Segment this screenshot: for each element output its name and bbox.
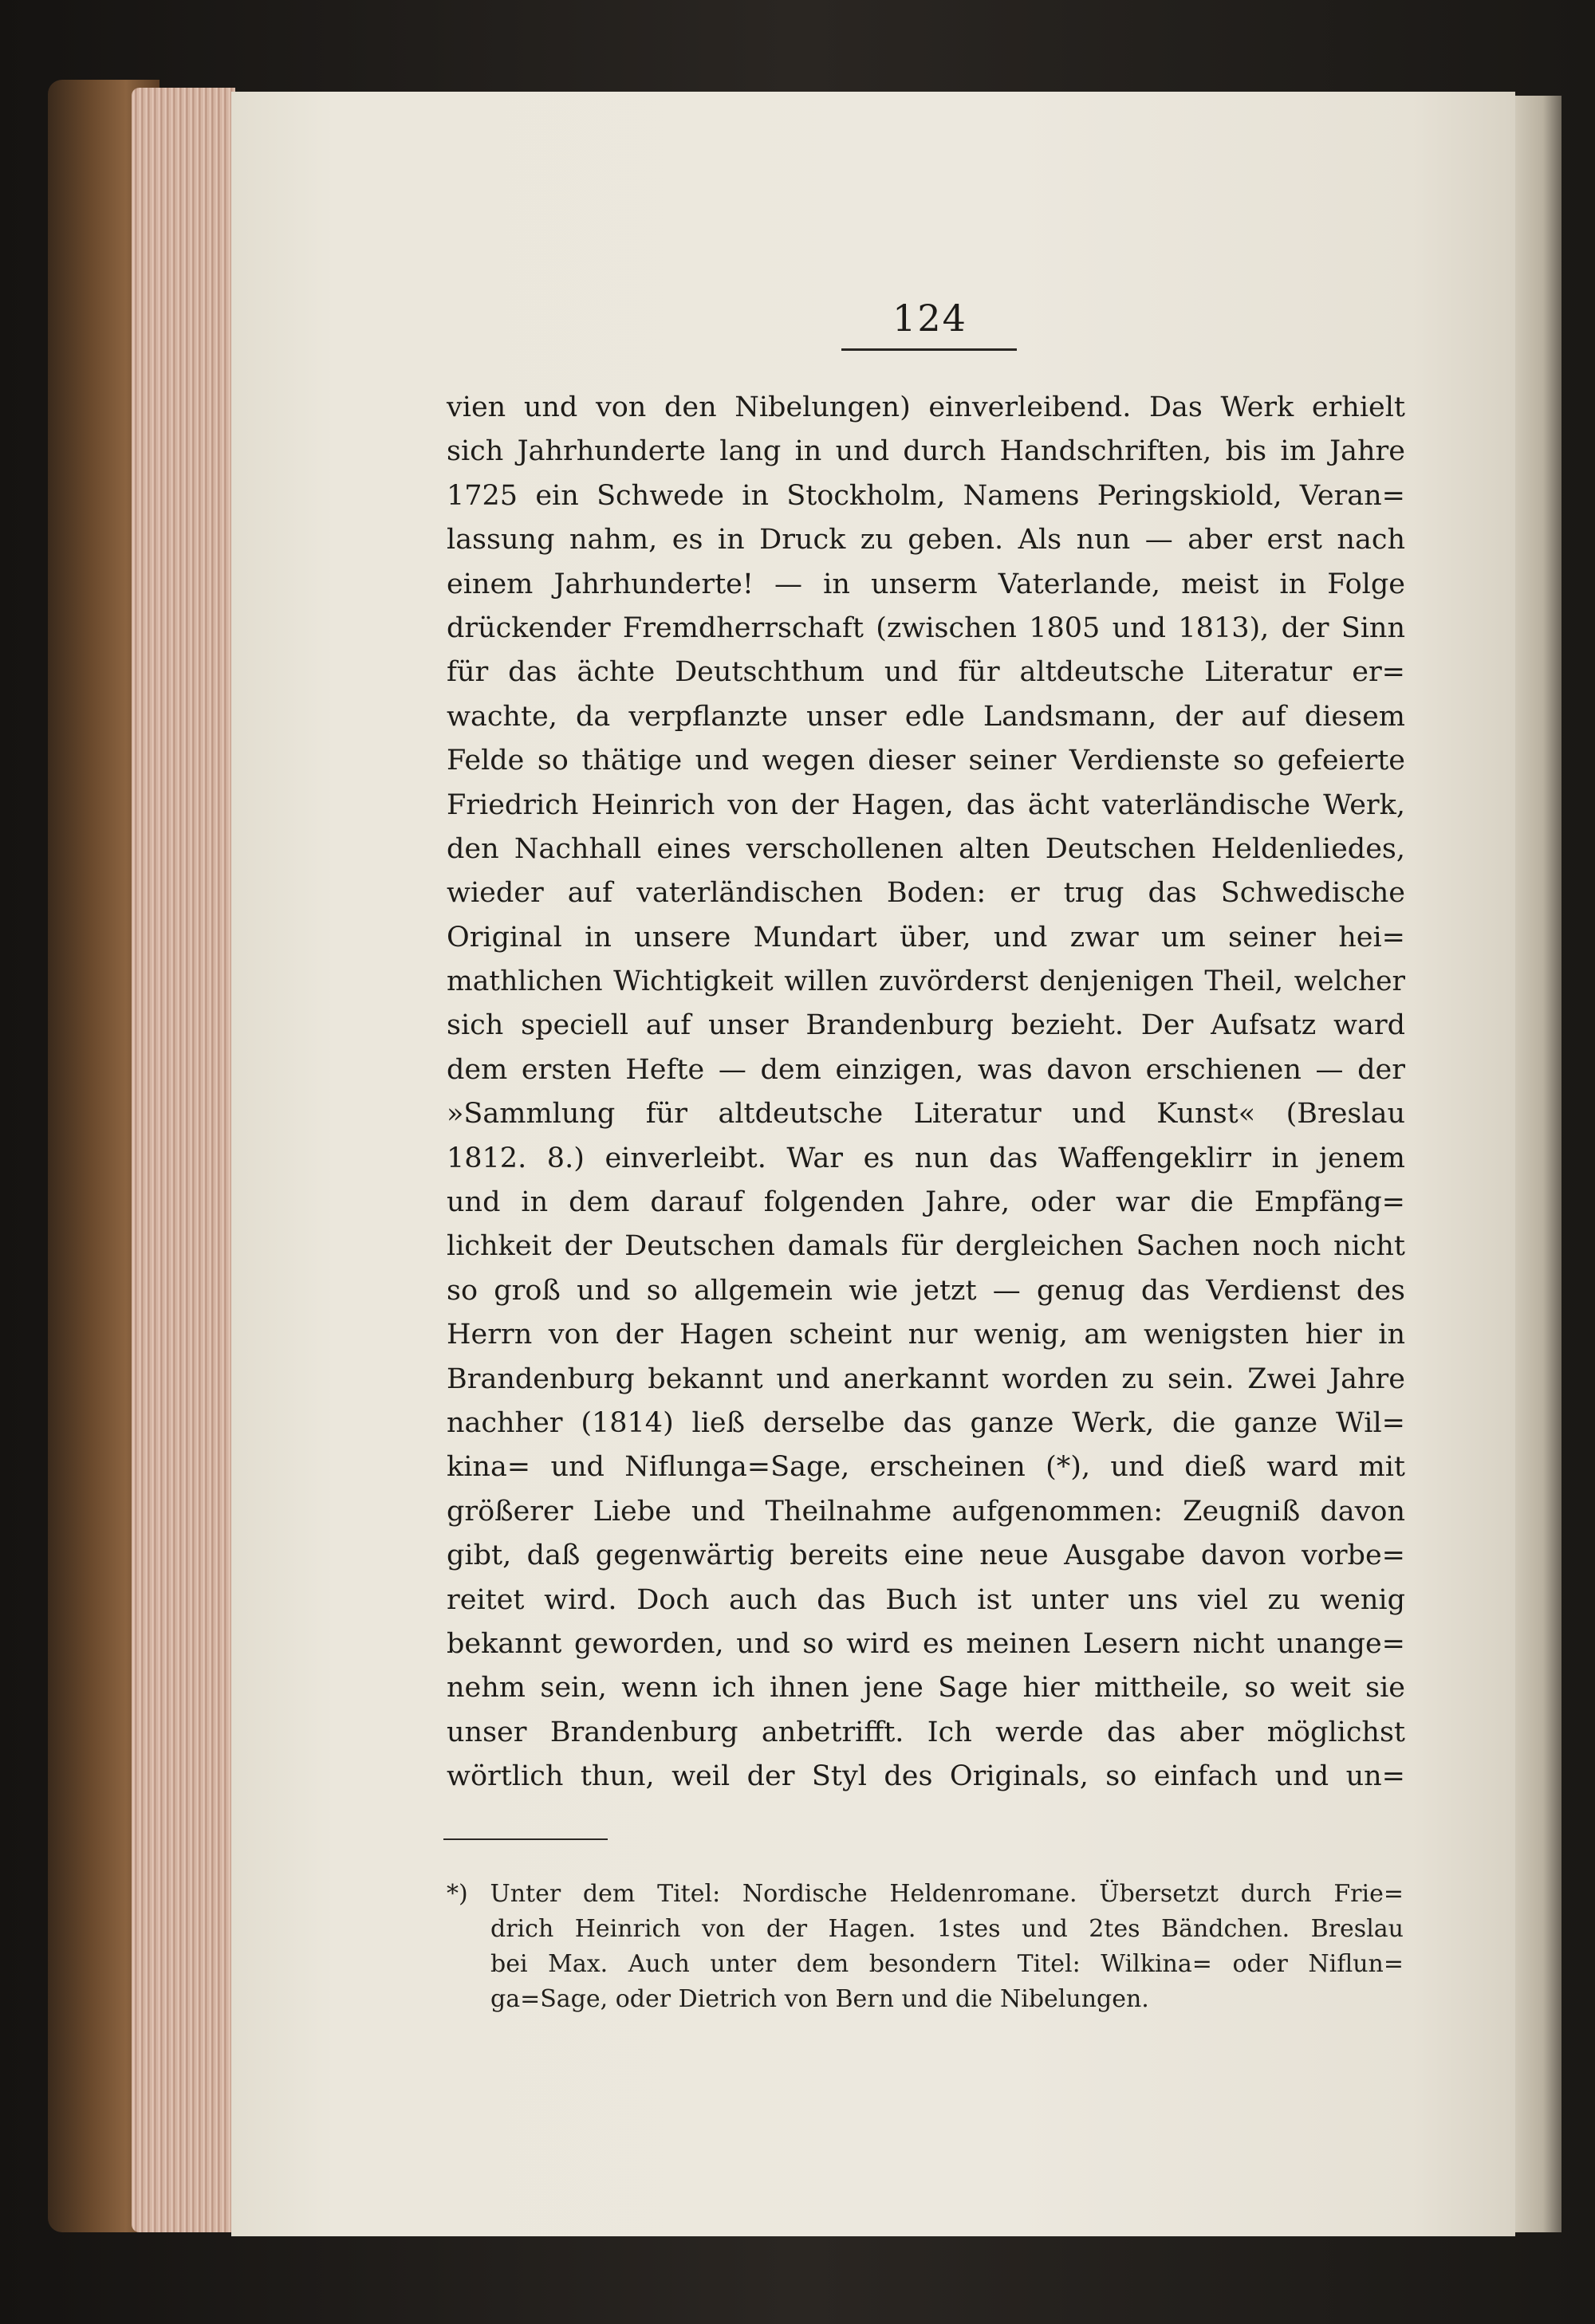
footnote-line: drich Heinrich von der Hagen. 1stes und 2tes Bändchen. Breslau [490,1915,1404,1943]
text-line: wieder auf vaterländischen Boden: er trug das Schwedische [447,877,1405,910]
text-line: bekannt geworden, und so wird es meinen Lesern nicht unange= [447,1627,1405,1660]
text-line: wörtlich thun, weil der Styl des Originals, so einfach und un= [447,1760,1405,1793]
footnote [447,1877,1404,2017]
text-line: sich speciell auf unser Brandenburg bezieht. Der Aufsatz ward [447,1009,1405,1042]
text-line: Felde so thätige und wegen dieser seiner Verdienste so gefeierte [447,745,1405,777]
page-number-rule [841,348,1017,351]
text-line: drückender Fremdherrschaft (zwischen 1805 und 1813), der Sinn [447,611,1405,644]
text-line: wachte, da verpflanzte unser edle Landsmann, der auf diesem [447,700,1405,733]
text-line: vien und von den Nibelungen) einverleibend. Das Werk erhielt [447,391,1405,423]
text-line: Original in unsere Mundart über, und zwar um seiner hei= [447,921,1405,954]
text-line: reitet wird. Doch auch das Buch ist unter uns viel zu wenig [447,1583,1405,1616]
text-line: dem ersten Hefte — dem einzigen, was davon erschienen — der [447,1053,1405,1086]
text-line: 1812. 8.) einverleibt. War es nun das Waffengeklirr in jenem [447,1142,1405,1174]
text-line: Brandenburg bekannt und anerkannt worden zu sein. Zwei Jahre [447,1363,1405,1395]
text-line: unser Brandenburg anbetrifft. Ich werde das aber möglichst [447,1716,1405,1748]
text-line: Friedrich Heinrich von der Hagen, das ächt vaterländische Werk, [447,788,1405,821]
text-line: nachher (1814) ließ derselbe das ganze Werk, die ganze Wil= [447,1406,1405,1439]
text-line: so groß und so allgemein wie jetzt — genug das Verdienst des [447,1274,1405,1307]
stacked-page-edges [132,88,235,2232]
text-line: mathlichen Wichtigkeit willen zuvörderst denjenigen Theil, welcher [447,965,1405,998]
text-line: und in dem darauf folgenden Jahre, oder war die Empfäng= [447,1186,1405,1219]
footnote-line: bei Max. Auch unter dem besondern Titel: Wilkina= oder Niflun= [490,1950,1404,1978]
text-line: den Nachhall eines verschollenen alten Deutschen Heldenliedes, [447,832,1405,865]
text-line: lassung nahm, es in Druck zu geben. Als nun — aber erst nach [447,524,1405,556]
text-line: gibt, daß gegenwärtig bereits eine neue Ausgabe davon vorbe= [447,1540,1405,1572]
text-line: sich Jahrhunderte lang in und durch Handschriften, bis im Jahre [447,435,1405,468]
text-line: einem Jahrhunderte! — in unserm Vaterlande, meist in Folge [447,568,1405,600]
text-line: lichkeit der Deutschen damals für dergleichen Sachen noch nicht [447,1230,1405,1263]
page-gutter-shadow [1515,96,1562,2232]
body-text [447,386,1405,1799]
footnote-line: *) Unter dem Titel: Nordische Heldenromane. Übersetzt durch Frie= [447,1880,1404,1908]
footnote-line: ga=Sage, oder Dietrich von Bern und die Nibelungen. [490,1985,1149,2013]
text-line: für das ächte Deutschthum und für altdeutsche Literatur er= [447,656,1405,689]
text-line: nehm sein, wenn ich ihnen jene Sage hier mittheile, so weit sie [447,1672,1405,1705]
text-line: Herrn von der Hagen scheint nur wenig, am wenigsten hier in [447,1319,1405,1351]
text-line: »Sammlung für altdeutsche Literatur und Kunst« (Breslau [447,1098,1405,1131]
text-line: 1725 ein Schwede in Stockholm, Namens Peringskiold, Veran= [447,479,1405,512]
text-line: kina= und Niflunga=Sage, erscheinen (*), und dieß ward mit [447,1451,1405,1484]
footnote-rule [443,1838,608,1840]
page-number: 124 [892,297,967,340]
text-line: größerer Liebe und Theilnahme aufgenommen: Zeugniß davon [447,1495,1405,1528]
